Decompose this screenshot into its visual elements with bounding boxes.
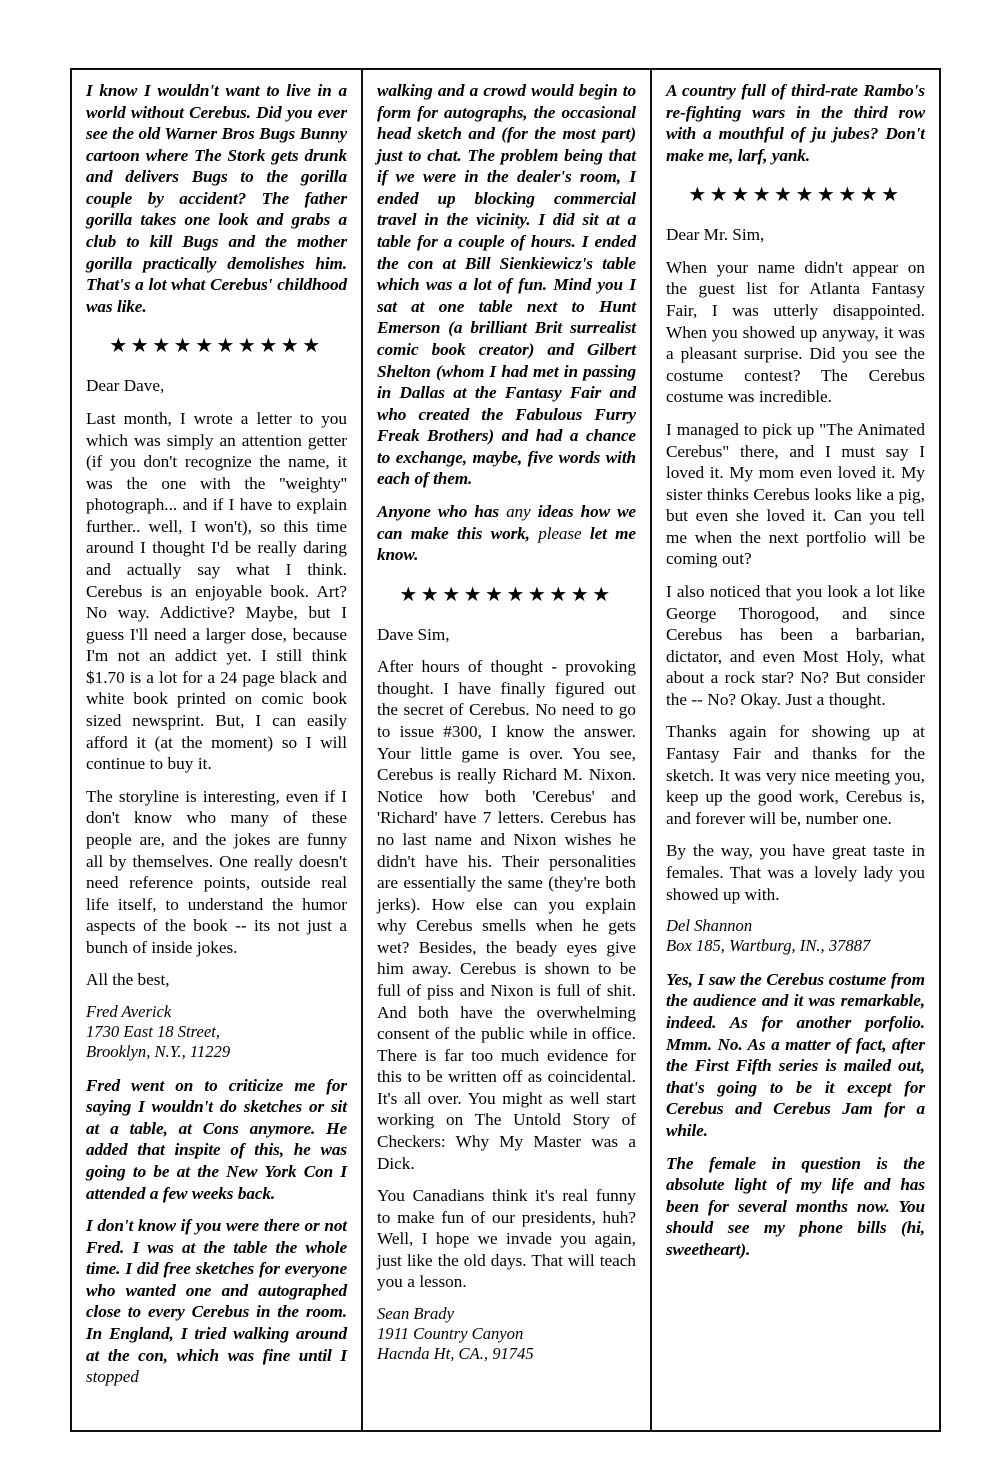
signature-line: Sean Brady <box>376 1304 454 1324</box>
column-3 <box>650 70 939 1430</box>
letter-paragraph: You Canadians think it's real funny to make fun of our presidents, huh? Well, I hope we invade you again, just like the old days. That will teach you a lesson. <box>376 1186 636 1292</box>
signature-line: Brooklyn, N.Y., 11229 <box>86 1041 231 1061</box>
column-1 <box>72 70 361 1430</box>
letter-paragraph: Thanks again for showing up at Fantasy Fair and thanks for the sketch. It was very nice meeting you, keep up the good work, Cerebus is, and forever will be, number one. <box>665 722 925 828</box>
reply-text-bold: ideas how we can make this work, <box>376 501 636 543</box>
letter-signature <box>86 1002 347 1062</box>
signature-line: 1911 Country Canyon <box>376 1323 524 1343</box>
signature-line: Box 185, Wartburg, IN., 37887 <box>665 935 871 955</box>
reply-text-light: please <box>538 523 590 543</box>
letter-paragraph: Last month, I wrote a letter to you which was simply an attention getter (if you don't recognize the name, it was the one with the ''weighty'' photograph... and if I have to explain further.. well, I won't), so this time around I thought I'd be really daring and actually say what I think. Cerebus is an enjoyable book. Art? No way. Addictive? Maybe, but I guess I'll need a larger dose, because I'm not an addict yet. I still think $1.70 is a lot for a 24 page black and white book printed on comic book sized newsprint. But, I can easily afford it (at the moment) so I will continue to buy it. <box>86 408 347 774</box>
reply-text-bold: let me know. <box>376 523 636 565</box>
signature-line: Hacnda Ht, CA., 91745 <box>376 1343 534 1363</box>
editor-reply-paragraph <box>377 501 636 566</box>
letter-paragraph: The storyline is interesting, even if I don't know who many of these people are, and the jokes are funny all by themselves. One really doesn't need reference points, outside real life itself, to understand the humor aspects of the book -- its not just a bunch of inside jokes. <box>86 786 347 957</box>
letter-salutation: Dear Mr. Sim, <box>665 225 765 245</box>
three-column-layout <box>72 70 939 1430</box>
reply-text-light: stopped <box>86 1367 139 1387</box>
editor-reply-paragraph: Yes, I saw the Cerebus costume from the audience and it was remarkable, indeed. As for another porfolio. Mmm. No. As a matter of fact, after the First Fifth series is mailed out, that's going to be it except for Cerebus and Cerebus Jam for a while. <box>665 969 925 1140</box>
letter-paragraph: After hours of thought - provoking thought. I have finally figured out the secret of Cerebus. No need to go to issue #300, I know the answer. Your little game is over. You see, Cerebus is really Richard M. Nixon. Notice how both 'Cerebus' and 'Richard' have 7 letters. Cerebus has no last name and Nixon wishes he didn't have his. Their personalities are essentially the same (they're both jerks). How else can you explain why Cerebus smells when he gets wet? Besides, the beady eyes give him away. Cerebus is shown to be full of piss and Nixon is full of shit. And both have the overwhelming consent of the public while in office. There is far too much evidence for this to be written off as coincidental. It's all over. You might as well start working on The Untold Story of Checkers: Why My Master was a Dick. <box>376 657 636 1173</box>
star-divider: ★★★★★★★★★★ <box>399 581 614 606</box>
editor-reply-paragraph: A country full of third-rate Rambo's re-fighting wars in the third row with a mouthful of ju jubes? Don't make me, larf, yank. <box>665 81 925 165</box>
reply-text-light: any <box>506 501 531 521</box>
letter-salutation: Dear Dave, <box>86 376 165 396</box>
letter-salutation: Dave Sim, <box>376 624 450 644</box>
letter-paragraph: When your name didn't appear on the guest list for Atlanta Fantasy Fair, I was utterly disappointed. When you showed up anyway, it was a pleasant surprise. Did you see the costume contest? The Cerebus costume was incredible. <box>665 257 925 407</box>
star-divider: ★★★★★★★★★★ <box>109 333 324 358</box>
signature-line: Fred Averick <box>86 1001 172 1021</box>
letter-signature <box>666 916 925 956</box>
editor-reply-paragraph: The female in question is the absolute light of my life and has been for several months now. You should see my phone bills (hi, sweetheart). <box>665 1153 925 1259</box>
letter-paragraph: I managed to pick up "The Animated Cerebus" there, and I must say I loved it. My mom even loved it. My sister thinks Cerebus looks like a pig, but even she loved it. Can you tell me when the next portfolio will be coming out? <box>665 419 925 569</box>
signature-line: Del Shannon <box>665 916 753 936</box>
column-2 <box>361 70 650 1430</box>
reply-text-bold: I don't know if you were there or not Fred. I was at the table the whole time. I did free sketches for everyone who wanted one and autographed close to every Cerebus in the room. In England, I tried walking around at the con, which was fine until I <box>86 1216 347 1365</box>
star-divider: ★★★★★★★★★★ <box>688 182 903 207</box>
editor-reply-paragraph: I know I wouldn't want to live in a world without Cerebus. Did you ever see the old Warner Bros Bugs Bunny cartoon where The Stork gets drunk and delivers Bugs to the gorilla couple by accident? The father gorilla takes one look and grabs a club to kill Bugs and the mother gorilla practically demolishes him. That's a lot what Cerebus' childhood was like. <box>86 81 347 316</box>
editor-reply-paragraph: Fred went on to criticize me for saying I wouldn't do sketches or sit at a table, at Cons anymore. He added that inspite of this, he was going to be at the New York Con I attended a few weeks back. <box>86 1075 347 1203</box>
editor-reply-paragraph: walking and a crowd would begin to form for autographs, the occasional head sketch and (for the most part) just to chat. The problem being that if we were in the dealer's room, I ended up blocking commercial travel in the vicinity. I did sit at a table for a couple of hours. I ended the con at Bill Sienkiewicz's table which was a lot of fun. Mind you I sat at one table next to Hunt Emerson (a brilliant Brit surrealist comic book creator) and Gilbert Shelton (whom I had met in passing in Dallas at the Fantasy Fair and who created the Fabulous Furry Freak Brothers) and had a chance to exchange, maybe, five words with each of them. <box>376 81 636 489</box>
letter-paragraph: I also noticed that you look a lot like George Thorogood, and since Cerebus has been a barbarian, dictator, and even Most Holy, what about a rock star? No? But consider the -- No? Okay. Just a thought. <box>665 581 925 709</box>
letters-page-frame <box>70 68 941 1432</box>
letter-signature <box>377 1304 636 1364</box>
reply-text-bold: Anyone who has <box>376 501 507 521</box>
signature-line: 1730 East 18 Street, <box>86 1021 220 1041</box>
letter-paragraph: By the way, you have great taste in females. That was a lovely lady you showed up with. <box>665 841 925 904</box>
letter-closing: All the best, <box>86 970 170 990</box>
editor-reply-paragraph <box>86 1215 347 1388</box>
